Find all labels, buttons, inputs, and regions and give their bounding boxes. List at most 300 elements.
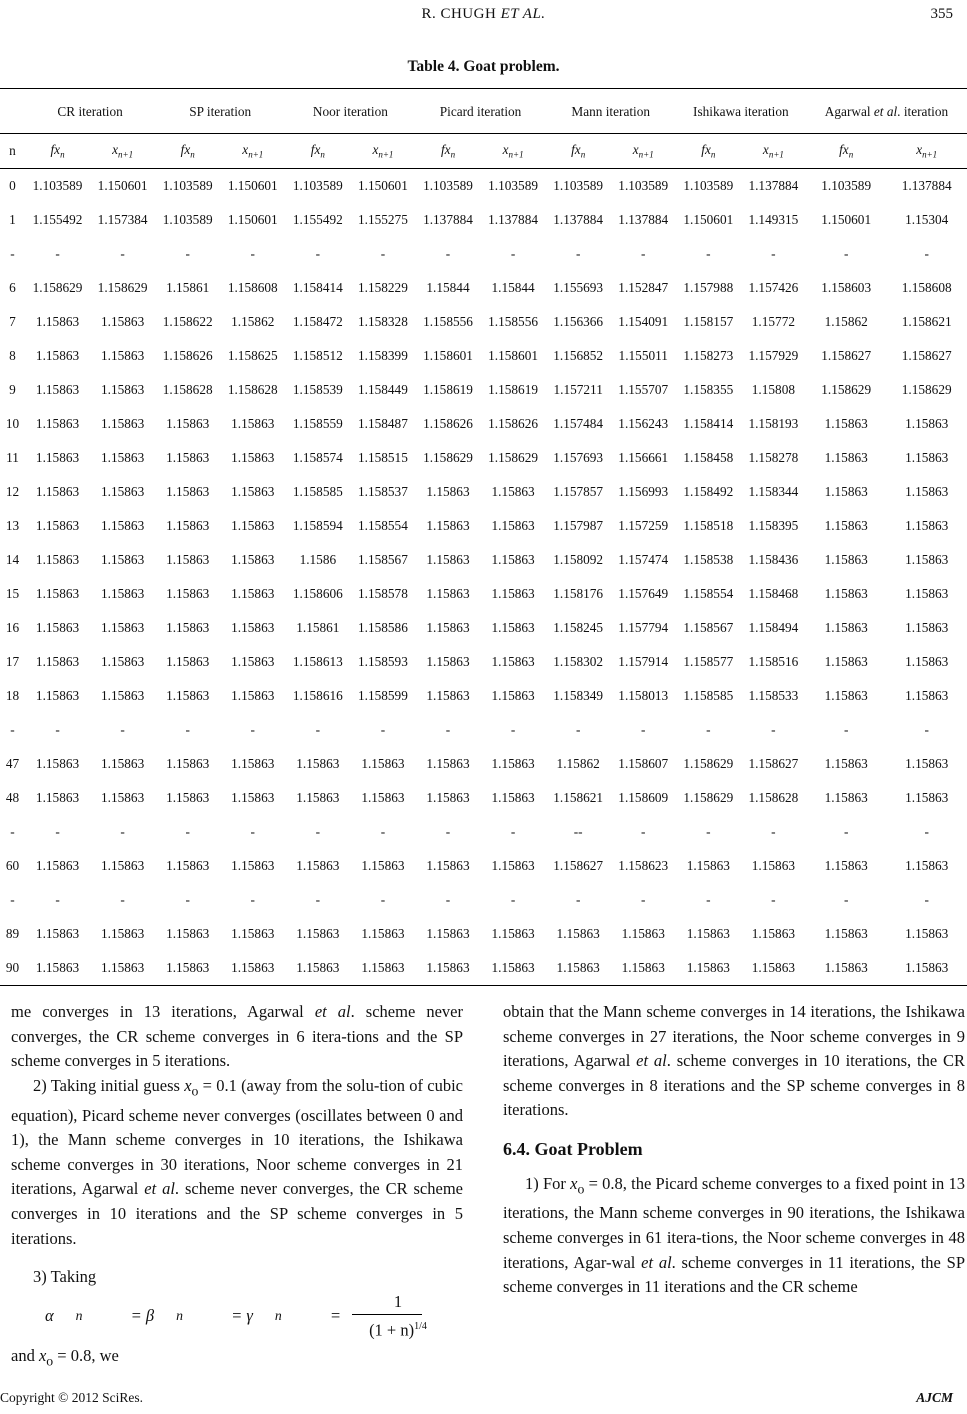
text: . scheme converges in 10 iterations, the CR scheme converges in 8 iterations and the SP scheme converges in 8 iterations. (503, 1051, 966, 1120)
table-cell: - (55, 892, 60, 907)
col-fx (285, 134, 350, 169)
table-cell: 1.158494 (748, 620, 799, 635)
table-row (0, 203, 967, 237)
table-cell: 1.158625 (227, 348, 278, 363)
table-cell: - (843, 824, 849, 839)
table-cell: 1.15863 (231, 654, 275, 669)
text: et al (873, 103, 898, 119)
text: fx (571, 142, 581, 158)
table-cell: - (55, 824, 60, 839)
table-cell: - (706, 824, 711, 839)
table-cell: 1.158349 (553, 688, 604, 703)
col-fx (155, 134, 220, 169)
table-cell: - (315, 892, 321, 907)
paragraph (503, 1000, 965, 1123)
table-cell: 1.103589 (821, 178, 872, 193)
table-cell: 1.158533 (748, 688, 799, 703)
table-group-header (0, 89, 967, 134)
table-cell: 1.15863 (35, 688, 80, 703)
table-cell: 1.158629 (488, 450, 539, 465)
table-cell: 1.156993 (618, 484, 669, 499)
table-cell: 1.15863 (491, 960, 535, 975)
table-cell: 1.15863 (231, 450, 275, 465)
table-cell: 1.15863 (101, 382, 145, 397)
text: fx (50, 142, 61, 158)
text: x (570, 1173, 578, 1193)
table-row (0, 713, 967, 747)
text: = 0.1 (away from the solu-tion of cubic equation), Picard scheme never converges (oscillates between 0 and 1), the Mann scheme converges in 10 iterations, the Ishikawa scheme converges in 30 iterations, Noor scheme converges in 21 iterations, Agarwal (11, 1075, 463, 1199)
table-cell: 1.15863 (361, 926, 405, 941)
table-cell: 1.103589 (488, 178, 539, 193)
table-cell: 18 (5, 688, 20, 703)
table-row (0, 441, 967, 475)
table-cell: - (510, 246, 516, 261)
table-cell: 1.15863 (426, 620, 470, 635)
table-cell: 1.15863 (426, 858, 470, 873)
paragraph (503, 1172, 965, 1300)
table-row (0, 475, 967, 509)
eq-fraction (347, 1290, 427, 1344)
text: fx (701, 142, 711, 158)
table-cell: 1.15863 (166, 756, 210, 771)
table-cell: 1.157857 (553, 484, 604, 499)
table-row (0, 577, 967, 611)
table-cell: 1.15863 (166, 688, 210, 703)
col-x (741, 134, 806, 169)
table-cell: - (10, 824, 15, 839)
table-cell: 1.15863 (101, 314, 145, 329)
table-cell: - (120, 246, 125, 261)
table-cell: - (10, 892, 15, 907)
table-cell: 1.15863 (35, 620, 80, 635)
table-cell: 1.158607 (618, 756, 669, 771)
table-cell: 1.158622 (162, 314, 213, 329)
table-cell: 1.15863 (751, 858, 795, 873)
table-cell: 1.15863 (905, 450, 949, 465)
table-row (0, 509, 967, 543)
table-cell: 6 (9, 280, 16, 295)
table-cell: 1.15863 (751, 926, 795, 941)
table-cell: 1.158626 (488, 416, 539, 431)
table-cell: - (445, 722, 451, 737)
table-cell: 1.15863 (296, 790, 340, 805)
table-cell: 1 (9, 212, 16, 227)
text: x (184, 1075, 192, 1095)
table-cell: 1.15808 (751, 382, 795, 397)
table-cell: 1.158594 (292, 518, 343, 533)
table-cell: 1.15863 (824, 926, 868, 941)
table-cell: 1.15863 (824, 620, 868, 635)
col-fx (806, 134, 886, 169)
table-row (0, 747, 967, 781)
text: n+1 (768, 149, 784, 160)
table-cell: 1.15863 (491, 790, 535, 805)
table-title: Table 4. Goat problem. (407, 58, 560, 75)
table-cell: 1.158556 (423, 314, 473, 329)
table-row (0, 645, 967, 679)
group-header: Picard iteration (439, 103, 522, 119)
table-cell: 1.158626 (423, 416, 473, 431)
right-column (503, 1000, 965, 1300)
eq-denominator (347, 1315, 427, 1343)
text: x (502, 142, 509, 158)
table-cell: 1.15863 (824, 586, 868, 601)
col-x (90, 134, 155, 169)
table-cell: 1.158629 (97, 280, 148, 295)
table-cell: 1.15863 (686, 858, 730, 873)
table-cell: 1.158629 (32, 280, 83, 295)
table-cell: 14 (5, 552, 20, 567)
table-cell: 1.15863 (35, 586, 80, 601)
table-cell: 1.15863 (905, 416, 949, 431)
table-cell: 1.15863 (426, 586, 470, 601)
table-cell: 1.158176 (553, 586, 604, 601)
table-cell: 1.158157 (683, 314, 734, 329)
table-cell: - (706, 722, 711, 737)
table-cell: 1.15862 (824, 314, 868, 329)
table-cell: 1.158627 (748, 756, 799, 771)
table-cell: 1.157384 (97, 212, 148, 227)
page-number: 355 (930, 6, 953, 22)
text: x (38, 1345, 47, 1365)
text: n+1 (922, 149, 938, 160)
table-cell: 1.15863 (491, 586, 535, 601)
table-sub-header (0, 134, 967, 169)
text: . scheme never converges, the CR scheme converges in 6 itera-tions and the SP scheme converges in 5 iterations. (11, 1002, 463, 1071)
table-cell: 1.158601 (423, 348, 473, 363)
table-cell: - (771, 722, 776, 737)
col-x (886, 134, 967, 169)
table-cell: 1.156661 (618, 450, 669, 465)
table-cell: 1.15863 (556, 960, 600, 975)
paragraph (11, 1074, 463, 1251)
table-cell: 1.150601 (683, 212, 734, 227)
group-header: CR iteration (57, 103, 123, 119)
table-cell: 1.103589 (423, 178, 473, 193)
table-cell: - (185, 824, 190, 839)
table-cell: 1.158621 (553, 790, 604, 805)
table-cell: 1.15863 (905, 518, 949, 533)
table-cell: 1.15863 (231, 518, 275, 533)
table-cell: 1.158273 (683, 348, 734, 363)
table-cell: 1.15863 (101, 416, 145, 431)
text: n+1 (638, 149, 654, 160)
table-cell: 1.15863 (824, 416, 868, 431)
table-cell: - (315, 246, 321, 261)
table-cell: 1.15863 (426, 790, 470, 805)
table-cell: 1.15863 (35, 960, 80, 975)
text: x (632, 142, 639, 158)
table-cell: 1.158458 (683, 450, 734, 465)
table-cell: 1.158092 (553, 552, 604, 567)
table-cell: - (510, 892, 516, 907)
table-cell: - (185, 722, 190, 737)
table-row (0, 679, 967, 713)
table-cell: - (771, 892, 776, 907)
table-cell: 1.15863 (35, 484, 80, 499)
group-header: SP iteration (189, 103, 252, 119)
table-cell: 1.137884 (748, 178, 799, 193)
table-cell: 1.15863 (166, 960, 210, 975)
table-cell: - (315, 722, 321, 737)
table-cell: - (445, 824, 451, 839)
table-cell: 1.158627 (821, 348, 872, 363)
table-cell: 10 (5, 416, 20, 431)
table-cell: 1.158302 (553, 654, 604, 669)
table-cell: 1.15863 (35, 790, 80, 805)
table-cell: 1.154091 (618, 314, 669, 329)
table-cell: 1.15863 (426, 518, 470, 533)
table-cell: 1.15863 (621, 960, 665, 975)
text: 1) For (525, 1173, 571, 1193)
table-cell: 1.158586 (357, 620, 408, 635)
table-cell: 1.15863 (491, 552, 535, 567)
table-cell: 1.15863 (231, 620, 275, 635)
table-cell: 1.15863 (35, 518, 80, 533)
table-cell: - (185, 892, 190, 907)
table-cell: 1.158577 (683, 654, 734, 669)
table-cell: 1.158629 (821, 382, 872, 397)
table-cell: 1.15863 (824, 450, 868, 465)
table-cell: 1.15863 (35, 858, 80, 873)
eq-exponent: 1/4 (414, 1321, 427, 1333)
eq-den-text: (1 + n) (369, 1320, 415, 1340)
table-cell: 89 (5, 926, 20, 941)
table-cell: 1.15863 (824, 552, 868, 567)
table-cell: 1.15863 (556, 926, 600, 941)
table-cell: 1.15863 (231, 416, 275, 431)
table-cell: 1.158626 (162, 348, 213, 363)
table-cell: - (120, 824, 125, 839)
table-cell: 7 (9, 314, 16, 329)
table-cell: 1.15863 (905, 654, 949, 669)
table-cell: 1.157794 (618, 620, 669, 635)
text: fx (180, 142, 191, 158)
table-cell: 1.157259 (618, 518, 669, 533)
eq-gamma: = γ (231, 1306, 253, 1326)
text: n (580, 149, 586, 160)
table-cell: 15 (5, 586, 20, 601)
table-cell: 1.15863 (361, 858, 405, 873)
table-cell: 1.15863 (491, 620, 535, 635)
table-cell: 1.15863 (101, 518, 145, 533)
table-cell: - (380, 892, 386, 907)
table-cell: 9 (9, 382, 16, 397)
table-cell: 1.158554 (357, 518, 408, 533)
table-cell: 1.15863 (905, 926, 949, 941)
table-cell: 1.15863 (166, 416, 210, 431)
table-cell: 1.15863 (101, 620, 145, 635)
table-cell: - (250, 824, 255, 839)
table-cell: 1.15863 (231, 926, 275, 941)
col-x (611, 134, 676, 169)
table-cell: 1.15863 (296, 960, 340, 975)
table-cell: 1.15863 (296, 756, 340, 771)
table-cell: 47 (5, 756, 20, 771)
table-cell: 1.158556 (488, 314, 539, 329)
table-cell: 1.156852 (553, 348, 604, 363)
table-cell: 1.158515 (357, 450, 408, 465)
table-cell: - (706, 246, 711, 261)
table-cell: 1.152847 (618, 280, 669, 295)
text: Agarwal (824, 103, 874, 119)
col-x (481, 134, 546, 169)
table-cell: 1.15863 (824, 484, 868, 499)
table-cell: 1.15863 (166, 790, 210, 805)
table-cell: 1.150601 (227, 212, 278, 227)
text: fx (440, 142, 451, 158)
running-title-authors: R. CHUGH (421, 6, 497, 22)
table-cell: 1.155707 (618, 382, 669, 397)
table-cell: 1.158629 (423, 450, 473, 465)
table-cell: 1.15863 (905, 552, 949, 567)
paragraph (11, 1265, 463, 1373)
table-cell: 1.156243 (618, 416, 669, 431)
table-cell: 1.15863 (35, 756, 80, 771)
table-cell: - (510, 722, 516, 737)
journal-name: AJCM (916, 1390, 953, 1405)
table-cell: 1.15304 (905, 212, 949, 227)
table-cell: 1.15863 (491, 484, 535, 499)
text: n (848, 149, 854, 160)
table-cell: 1.157211 (553, 382, 603, 397)
table-cell: 16 (5, 620, 20, 635)
table-row (0, 237, 967, 271)
table-cell: 1.15863 (101, 790, 145, 805)
table-cell: 1.158627 (553, 858, 604, 873)
table-cell: 1.158344 (748, 484, 799, 499)
table-cell: 1.103589 (162, 178, 213, 193)
copyright: Copyright © 2012 SciRes. (0, 1390, 144, 1405)
table-cell: 1.155275 (357, 212, 408, 227)
table-cell: 1.158559 (292, 416, 343, 431)
table-cell: 1.15863 (231, 688, 275, 703)
running-title-etal: ET AL. (500, 6, 546, 22)
table-cell: - (771, 824, 776, 839)
table-row (0, 611, 967, 645)
table-cell: 1.137884 (488, 212, 539, 227)
text: o (191, 1083, 199, 1099)
table-cell: 1.155693 (553, 280, 604, 295)
table-cell: 1.15863 (426, 552, 470, 567)
table-cell: 1.158355 (683, 382, 734, 397)
section-heading: 6.4. Goat Problem (503, 1138, 643, 1159)
running-title (0, 6, 967, 23)
text: fx (310, 142, 321, 158)
table-cell: 1.15863 (231, 552, 275, 567)
table-cell: 1.15863 (101, 654, 145, 669)
table-cell: - (250, 246, 255, 261)
table-cell: 1.137884 (423, 212, 473, 227)
table-cell: 1.158487 (357, 416, 408, 431)
table-cell: 1.157426 (748, 280, 799, 295)
table-cell: 1.158616 (292, 688, 343, 703)
text: = 0.8, we (53, 1345, 119, 1365)
table-cell: 1.15772 (751, 314, 795, 329)
table-cell: - (924, 246, 929, 261)
table-cell: 1.15863 (905, 484, 949, 499)
table-cell: 60 (5, 858, 20, 873)
table-cell: 1.15863 (101, 484, 145, 499)
table-cell: 1.15863 (166, 586, 210, 601)
table-cell: 1.15863 (35, 348, 80, 363)
table-cell: 1.158328 (357, 314, 408, 329)
table-cell: 1.158613 (292, 654, 343, 669)
table-cell: 1.158539 (292, 382, 343, 397)
table-cell: 1.15863 (35, 314, 80, 329)
table-cell: 1.15844 (491, 280, 535, 295)
table-cell: 1.15863 (426, 654, 470, 669)
table-cell: 1.158609 (618, 790, 669, 805)
group-header: Noor iteration (312, 103, 388, 119)
table-cell: 1.158013 (618, 688, 669, 703)
table-cell: 1.15863 (231, 484, 275, 499)
text: 3) Taking (33, 1267, 97, 1287)
table-cell: 1.15863 (621, 926, 665, 941)
table-cell: 1.158585 (683, 688, 734, 703)
table-cell: 1.15863 (166, 450, 210, 465)
table-cell: 1.15863 (35, 654, 80, 669)
table-cell: 1.158395 (748, 518, 799, 533)
table-cell: 1.158619 (423, 382, 473, 397)
table-cell: 1.15863 (491, 654, 535, 669)
table-cell: - (771, 246, 776, 261)
table-cell: 1.15863 (491, 518, 535, 533)
table-cell: 1.158278 (748, 450, 799, 465)
eq-alpha: α (45, 1306, 54, 1326)
table-cell: 1.150601 (97, 178, 148, 193)
table-cell: 1.155492 (32, 212, 83, 227)
table-cell: 1.158629 (901, 382, 952, 397)
table-cell: 1.15863 (751, 960, 795, 975)
table-cell: 1.158567 (683, 620, 734, 635)
table-cell: 1.15863 (491, 688, 535, 703)
group-header: Mann iteration (571, 103, 651, 119)
text: x (112, 142, 119, 158)
text: fx (839, 142, 849, 158)
table-cell: 1.158599 (357, 688, 408, 703)
table-cell: 1.158629 (683, 756, 734, 771)
table-cell: - (641, 824, 646, 839)
table-cell: 1.15863 (101, 552, 145, 567)
table-row (0, 373, 967, 407)
table-cell: 1.157914 (618, 654, 669, 669)
table-cell: 1.158414 (683, 416, 734, 431)
table-cell: 13 (5, 518, 20, 533)
table-row (0, 917, 967, 951)
table-cell: 1.158629 (683, 790, 734, 805)
table-cell: 1.158399 (357, 348, 408, 363)
table-cell: - (575, 246, 581, 261)
text: n+1 (508, 149, 524, 160)
table-cell: 1.157693 (553, 450, 604, 465)
table-cell: -- (573, 824, 583, 839)
left-column (11, 1000, 463, 1373)
table-cell: - (924, 892, 929, 907)
table-cell: 1.137884 (553, 212, 604, 227)
table-cell: 1.149315 (748, 212, 799, 227)
table-cell: 1.158518 (683, 518, 734, 533)
table-row (0, 849, 967, 883)
table-cell: 1.157987 (553, 518, 604, 533)
table-cell: - (380, 246, 386, 261)
text: . iteration (897, 103, 949, 119)
text: n+1 (118, 149, 134, 160)
table-row (0, 305, 967, 339)
table-cell: 1.150601 (821, 212, 872, 227)
eq-beta: = β (130, 1306, 155, 1326)
table-cell: 1.15863 (166, 620, 210, 635)
